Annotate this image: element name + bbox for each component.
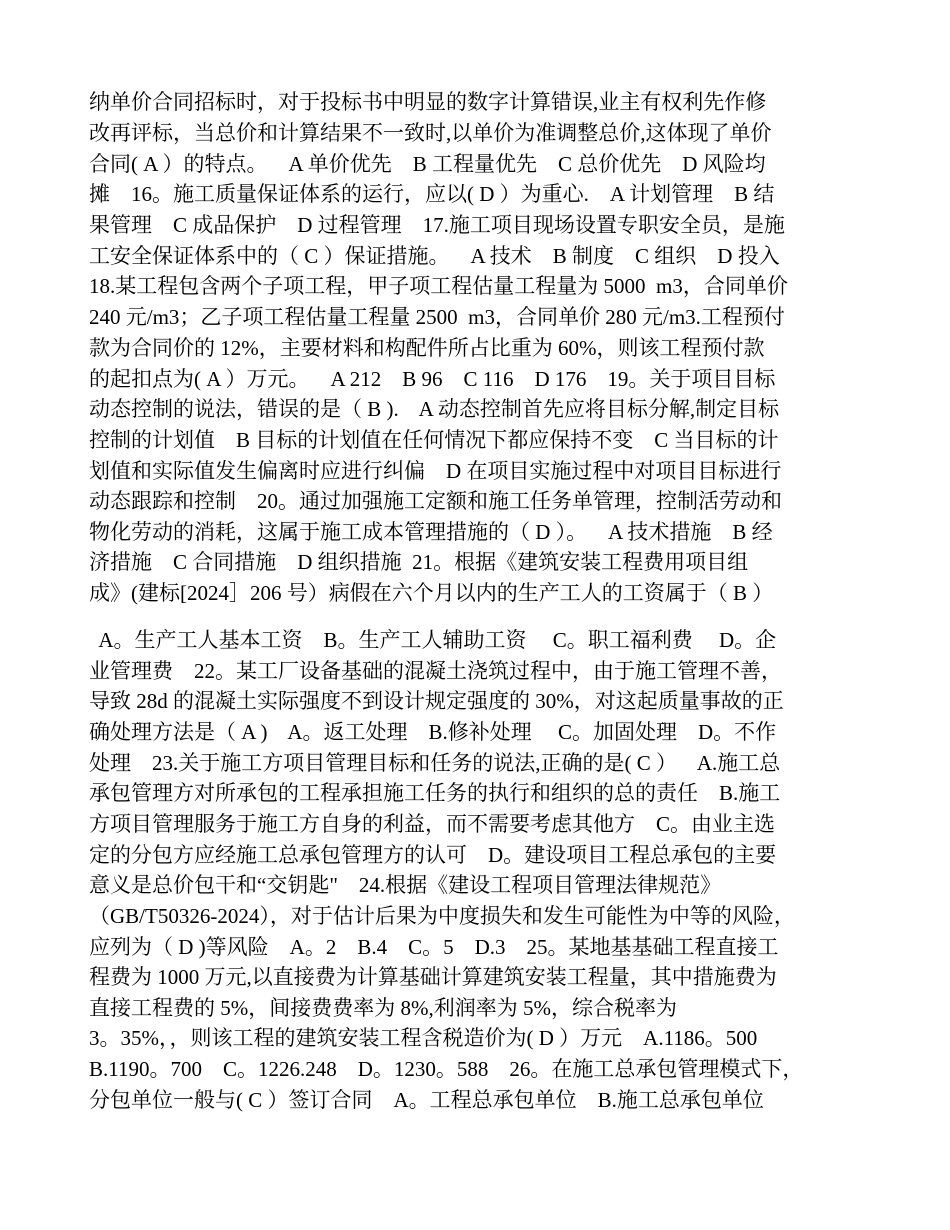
text-line: 的起扣点为( A ）万元。 A 212 B 96 C 116 D 176 19。关于项目目标 xyxy=(89,367,776,391)
text-line: 处理 23.关于施工方项目管理目标和任务的说法,正确的是( C ） A.施工总 xyxy=(89,751,781,775)
text-line: B.1190。700 C。1226.248 D。1230。588 26。在施工总承包管理模式下， xyxy=(89,1057,804,1081)
text-line: 动态控制的说法，错误的是（ B ). A 动态控制首先应将目标分解,制定目标 xyxy=(89,397,780,421)
text-line: 摊 16。施工质量保证体系的运行，应以( D ）为重心. A 计划管理 B 结 xyxy=(89,182,775,206)
text-line: 程费为 1000 万元,以直接费为计算基础计算建筑安装工程量，其中措施费为 xyxy=(89,965,777,989)
text-line: 定的分包方应经施工总承包管理方的认可 D。建设项目工程总承包的主要 xyxy=(89,843,777,867)
text-line: 18.某工程包含两个子项工程，甲子项工程估量工程量为 5000 m3，合同单价 xyxy=(89,274,788,298)
text-line: 改再评标，当总价和计算结果不一致时,以单价为准调整总价,这体现了单价 xyxy=(89,121,772,145)
text-line: 应列为（ D )等风险 A。2 B.4 C。5 D.3 25。某地基基础工程直接工 xyxy=(89,935,779,959)
text-line: 合同( A ）的特点。 A 单价优先 B 工程量优先 C 总价优先 D 风险均 xyxy=(89,152,766,176)
text-line: 控制的计划值 B 目标的计划值在任何情况下都应保持不变 C 当目标的计 xyxy=(89,428,779,452)
text-line: 方项目管理服务于施工方自身的利益，而不需要考虑其他方 C。由业主选 xyxy=(89,812,776,836)
text-line: 成》(建标[2024］206 号）病假在六个月以内的生产工人的工资属于（ B ） xyxy=(89,581,774,605)
text-line: 物化劳动的消耗，这属于施工成本管理措施的（ D ）。 A 技术措施 B 经 xyxy=(89,520,773,544)
text-line: 导致 28d 的混凝土实际强度不到设计规定强度的 30%，对这起质量事故的正 xyxy=(89,689,784,713)
text-line: 济措施 C 合同措施 D 组织措施 21。根据《建筑安装工程费用项目组 xyxy=(89,550,749,574)
text-line: 款为合同价的 12%，主要材料和构配件所占比重为 60%，则该工程预付款 xyxy=(89,336,765,360)
text-line: （GB/T50326-2024），对于估计后果为中度损失和发生可能性为中等的风险， xyxy=(89,904,795,928)
text-line: 动态跟踪和控制 20。通过加强施工定额和施工任务单管理，控制活劳动和 xyxy=(89,489,782,513)
text-line: 确处理方法是（ A ) A。返工处理 B.修补处理 C。加固处理 D。不作 xyxy=(89,720,777,744)
text-line: 分包单位一般与( C ）签订合同 A。工程总承包单位 B.施工总承包单位 xyxy=(89,1088,764,1112)
text-line: 划值和实际值发生偏离时应进行纠偏 D 在项目实施过程中对项目目标进行 xyxy=(89,459,782,483)
text-line: 3。35%，，则该工程的建筑安装工程含税造价为( D ）万元 A.1186。500 xyxy=(89,1026,758,1050)
text-line: 果管理 C 成品保护 D 过程管理 17.施工项目现场设置专职安全员，是施 xyxy=(89,213,785,237)
text-line: 纳单价合同招标时，对于投标书中明显的数字计算错误,业主有权利先作修 xyxy=(89,90,767,114)
text-line: A。生产工人基本工资 B。生产工人辅助工资 C。职工福利费 D。企 xyxy=(89,628,777,652)
text-line: 240 元/m3；乙子项工程估量工程量 2500 m3，合同单价 280 元/m3.工程预付 xyxy=(89,305,785,329)
text-line: 直接工程费的 5%，间接费费率为 8%,利润率为 5%，综合税率为 xyxy=(89,996,677,1020)
text-line: 承包管理方对所承包的工程承担施工任务的执行和组织的总的责任 B.施工 xyxy=(89,781,781,805)
text-line: 工安全保证体系中的（ C ）保证措施。 A 技术 B 制度 C 组织 D 投入 xyxy=(89,244,780,268)
text-line: 意义是总价包干和“交钥匙" 24.根据《建设工程项目管理法律规范》 xyxy=(89,873,722,897)
text-line: 业管理费 22。某工厂设备基础的混凝土浇筑过程中，由于施工管理不善， xyxy=(89,659,782,683)
